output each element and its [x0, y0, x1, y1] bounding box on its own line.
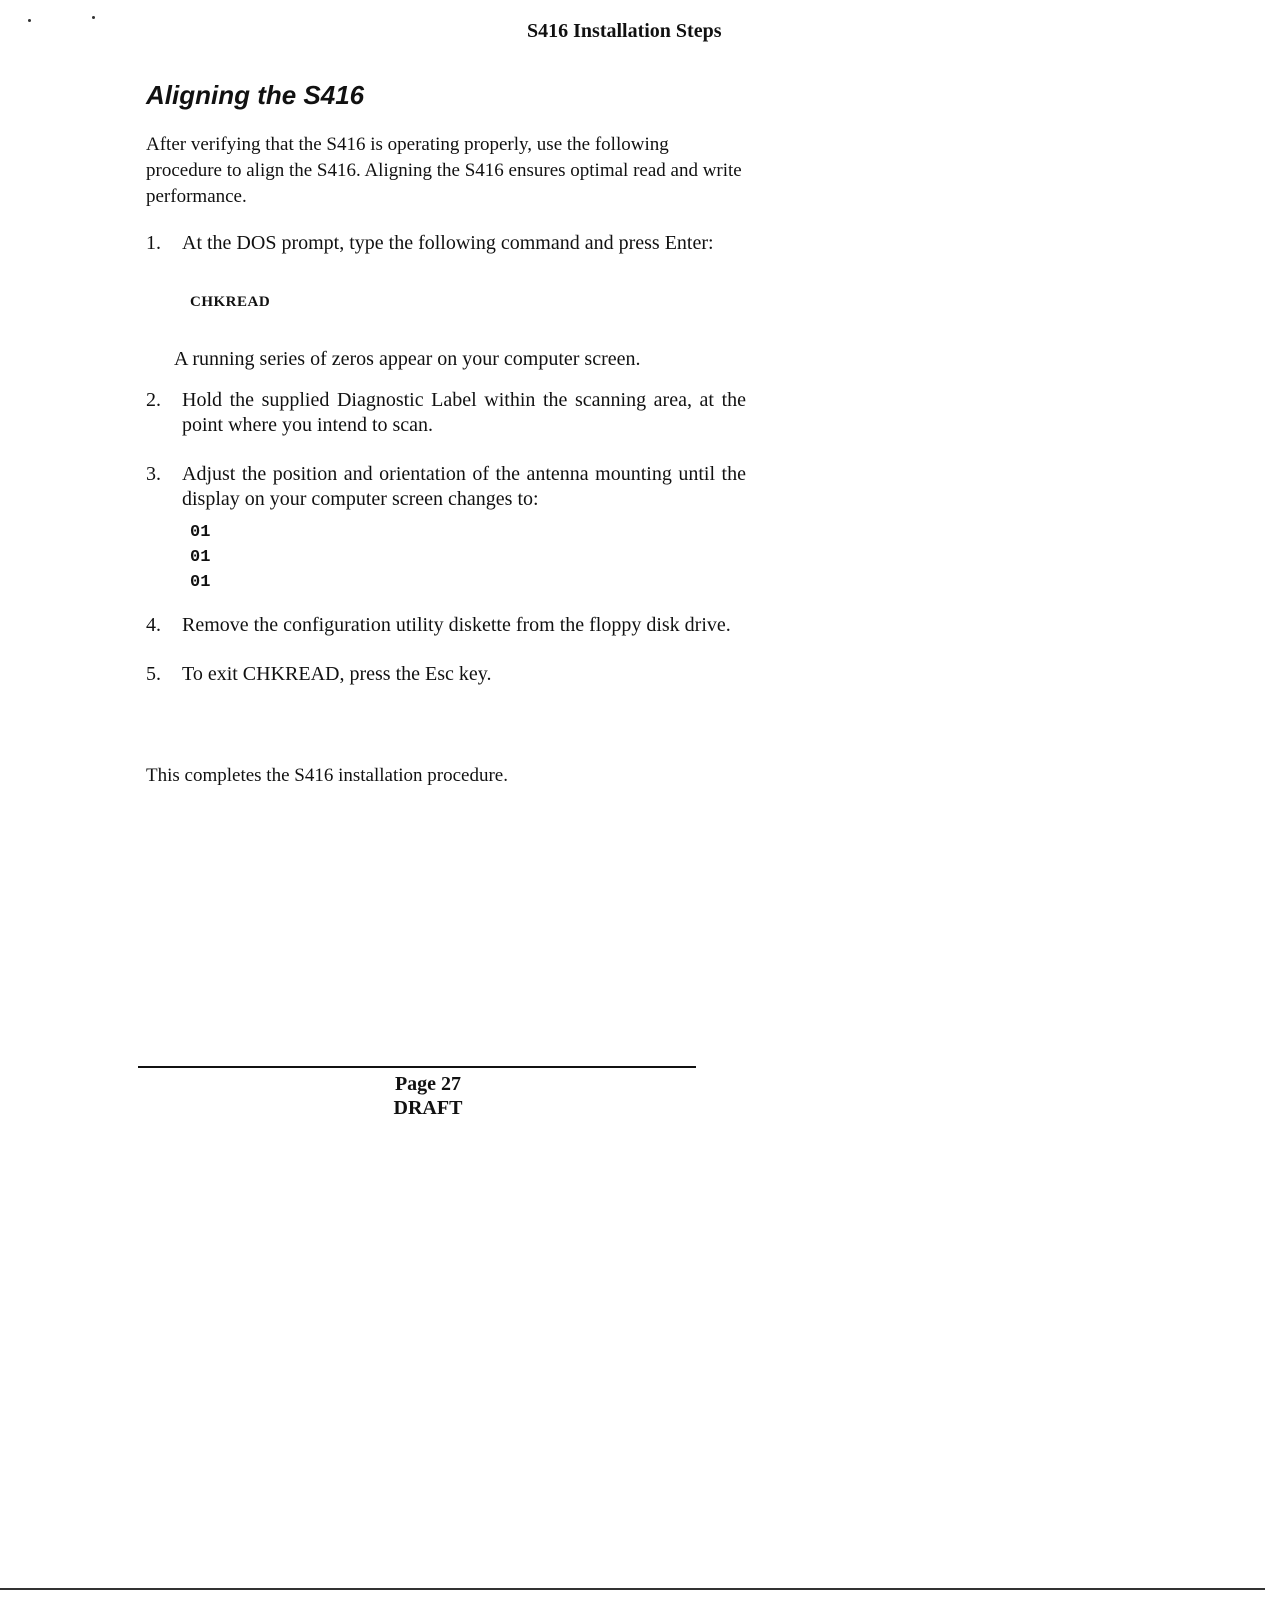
page-number: Page 27 — [394, 1073, 462, 1095]
step-4 — [146, 613, 746, 638]
scan-speck-right — [92, 16, 95, 19]
footer-rule — [138, 1066, 696, 1068]
draft-label: DRAFT — [393, 1097, 463, 1119]
output-line: 01 — [190, 523, 211, 542]
step-3 — [146, 462, 746, 595]
step-number: 3. — [146, 463, 161, 485]
step-number: 5. — [146, 663, 161, 685]
step-text: Adjust the position and orientation of the antenna mounting until the display on your computer screen changes to: — [182, 463, 746, 510]
step-number: 2. — [146, 389, 161, 411]
output-line: 01 — [190, 573, 211, 592]
running-header: S416 Installation Steps — [527, 20, 722, 42]
step-2 — [146, 388, 746, 438]
page-footer — [378, 1072, 478, 1120]
section-title: Aligning the S416 — [146, 80, 365, 110]
step-1 — [146, 231, 746, 372]
output-line: 01 — [190, 548, 211, 567]
command-text: CHKREAD — [190, 294, 271, 310]
steps-list — [146, 231, 746, 687]
step-text: Remove the configuration utility diskette from the floppy disk drive. — [182, 614, 731, 636]
step-note: A running series of zeros appear on your computer screen. — [174, 348, 641, 370]
screen-output — [190, 520, 746, 595]
scan-bottom-edge — [0, 1588, 1265, 1590]
step-text: Hold the supplied Diagnostic Label within the scanning area, at the point where you intend to scan. — [182, 389, 746, 436]
step-number: 4. — [146, 614, 161, 636]
step-5 — [146, 662, 746, 687]
intro-paragraph: After verifying that the S416 is operating properly, use the following procedure to align the S416. Aligning the S416 ensures optimal read and write performance. — [146, 134, 742, 207]
step-number: 1. — [146, 232, 161, 254]
scan-speck-left — [28, 19, 31, 22]
step-text: At the DOS prompt, type the following command and press Enter: — [182, 232, 714, 254]
step-text: To exit CHKREAD, press the Esc key. — [182, 663, 492, 685]
closing-paragraph: This completes the S416 installation procedure. — [146, 765, 508, 786]
